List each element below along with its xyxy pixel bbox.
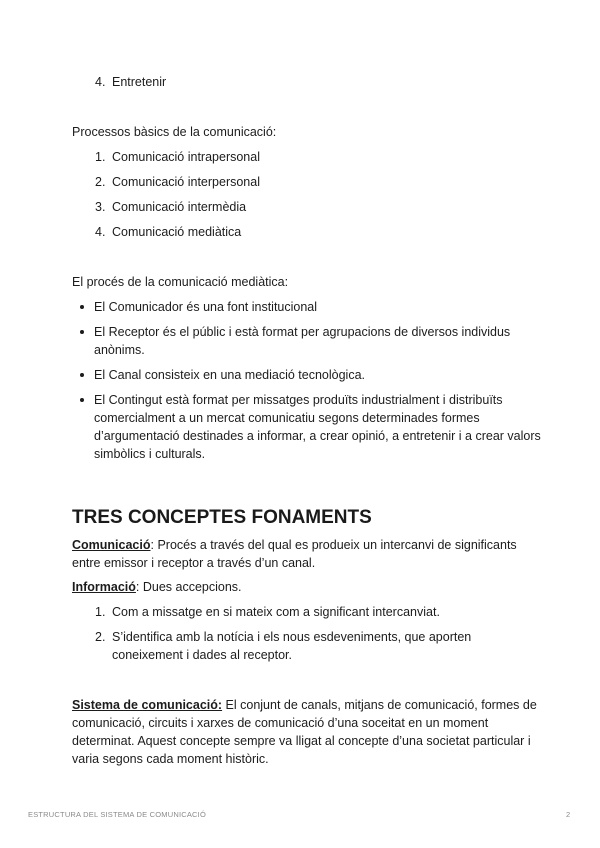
bullet-item: El Comunicador és una font institucional bbox=[80, 298, 545, 316]
bullet-item: El Contingut està format per missatges produïts industrialment i distribuïts comercialment a un mercat comunicatiu segons determinades formes d’argumentació destinades a informar, a crear opinió, a entretenir i a crear valors simbòlics i culturals. bbox=[80, 391, 545, 463]
comunicacio-term: Comunicació bbox=[72, 538, 151, 552]
sistema-term: Sistema de comunicació: bbox=[72, 698, 223, 712]
page-number: 2 bbox=[566, 810, 571, 819]
proces-mediatica-list bbox=[80, 298, 545, 463]
list-item: 2. Comunicació interpersonal bbox=[95, 175, 260, 189]
comunicacio-definition: Comunicació: Procés a través del qual es produeix un intercanvi de significants entre emissor i receptor a través d’un canal. bbox=[72, 538, 517, 570]
section-title: TRES CONCEPTES FONAMENTS bbox=[72, 507, 372, 528]
processos-heading: Processos bàsics de la comunicació: bbox=[72, 125, 277, 139]
informacio-list bbox=[95, 603, 525, 664]
sistema-definition: Sistema de comunicació: El conjunt de canals, mitjans de comunicació, formes de comunicació, circuits i xarxes de comunicació d’una soceitat en un moment determinat. Aquest concepte sempre va lligat al concepte d’una societat particular i varia segons cada moment històric. bbox=[72, 698, 537, 766]
list-item: 4. Entretenir bbox=[95, 75, 167, 89]
top-list bbox=[95, 73, 166, 91]
processos-list bbox=[95, 148, 260, 241]
list-item: 1. Comunicació intrapersonal bbox=[95, 150, 260, 164]
list-item: 1. Com a missatge en si mateix com a significant intercanviat. bbox=[95, 605, 440, 619]
bullet-item: El Canal consisteix en una mediació tecnològica. bbox=[80, 366, 545, 384]
informacio-definition: Informació: Dues accepcions. bbox=[72, 580, 242, 594]
list-item: 2. S’identifica amb la notícia i els nous esdeveniments, que aporten coneixement i dades al receptor. bbox=[95, 630, 472, 662]
list-item: 3. Comunicació intermèdia bbox=[95, 200, 247, 214]
list-item: 4. Comunicació mediàtica bbox=[95, 225, 242, 239]
informacio-term: Informació bbox=[72, 580, 136, 594]
proces-mediatica-heading: El procés de la comunicació mediàtica: bbox=[72, 275, 289, 289]
bullet-item: El Receptor és el públic i està format per agrupacions de diversos individus anònims. bbox=[80, 323, 545, 359]
footer-title: ESTRUCTURA DEL SISTEMA DE COMUNICACIÓ bbox=[28, 810, 206, 819]
